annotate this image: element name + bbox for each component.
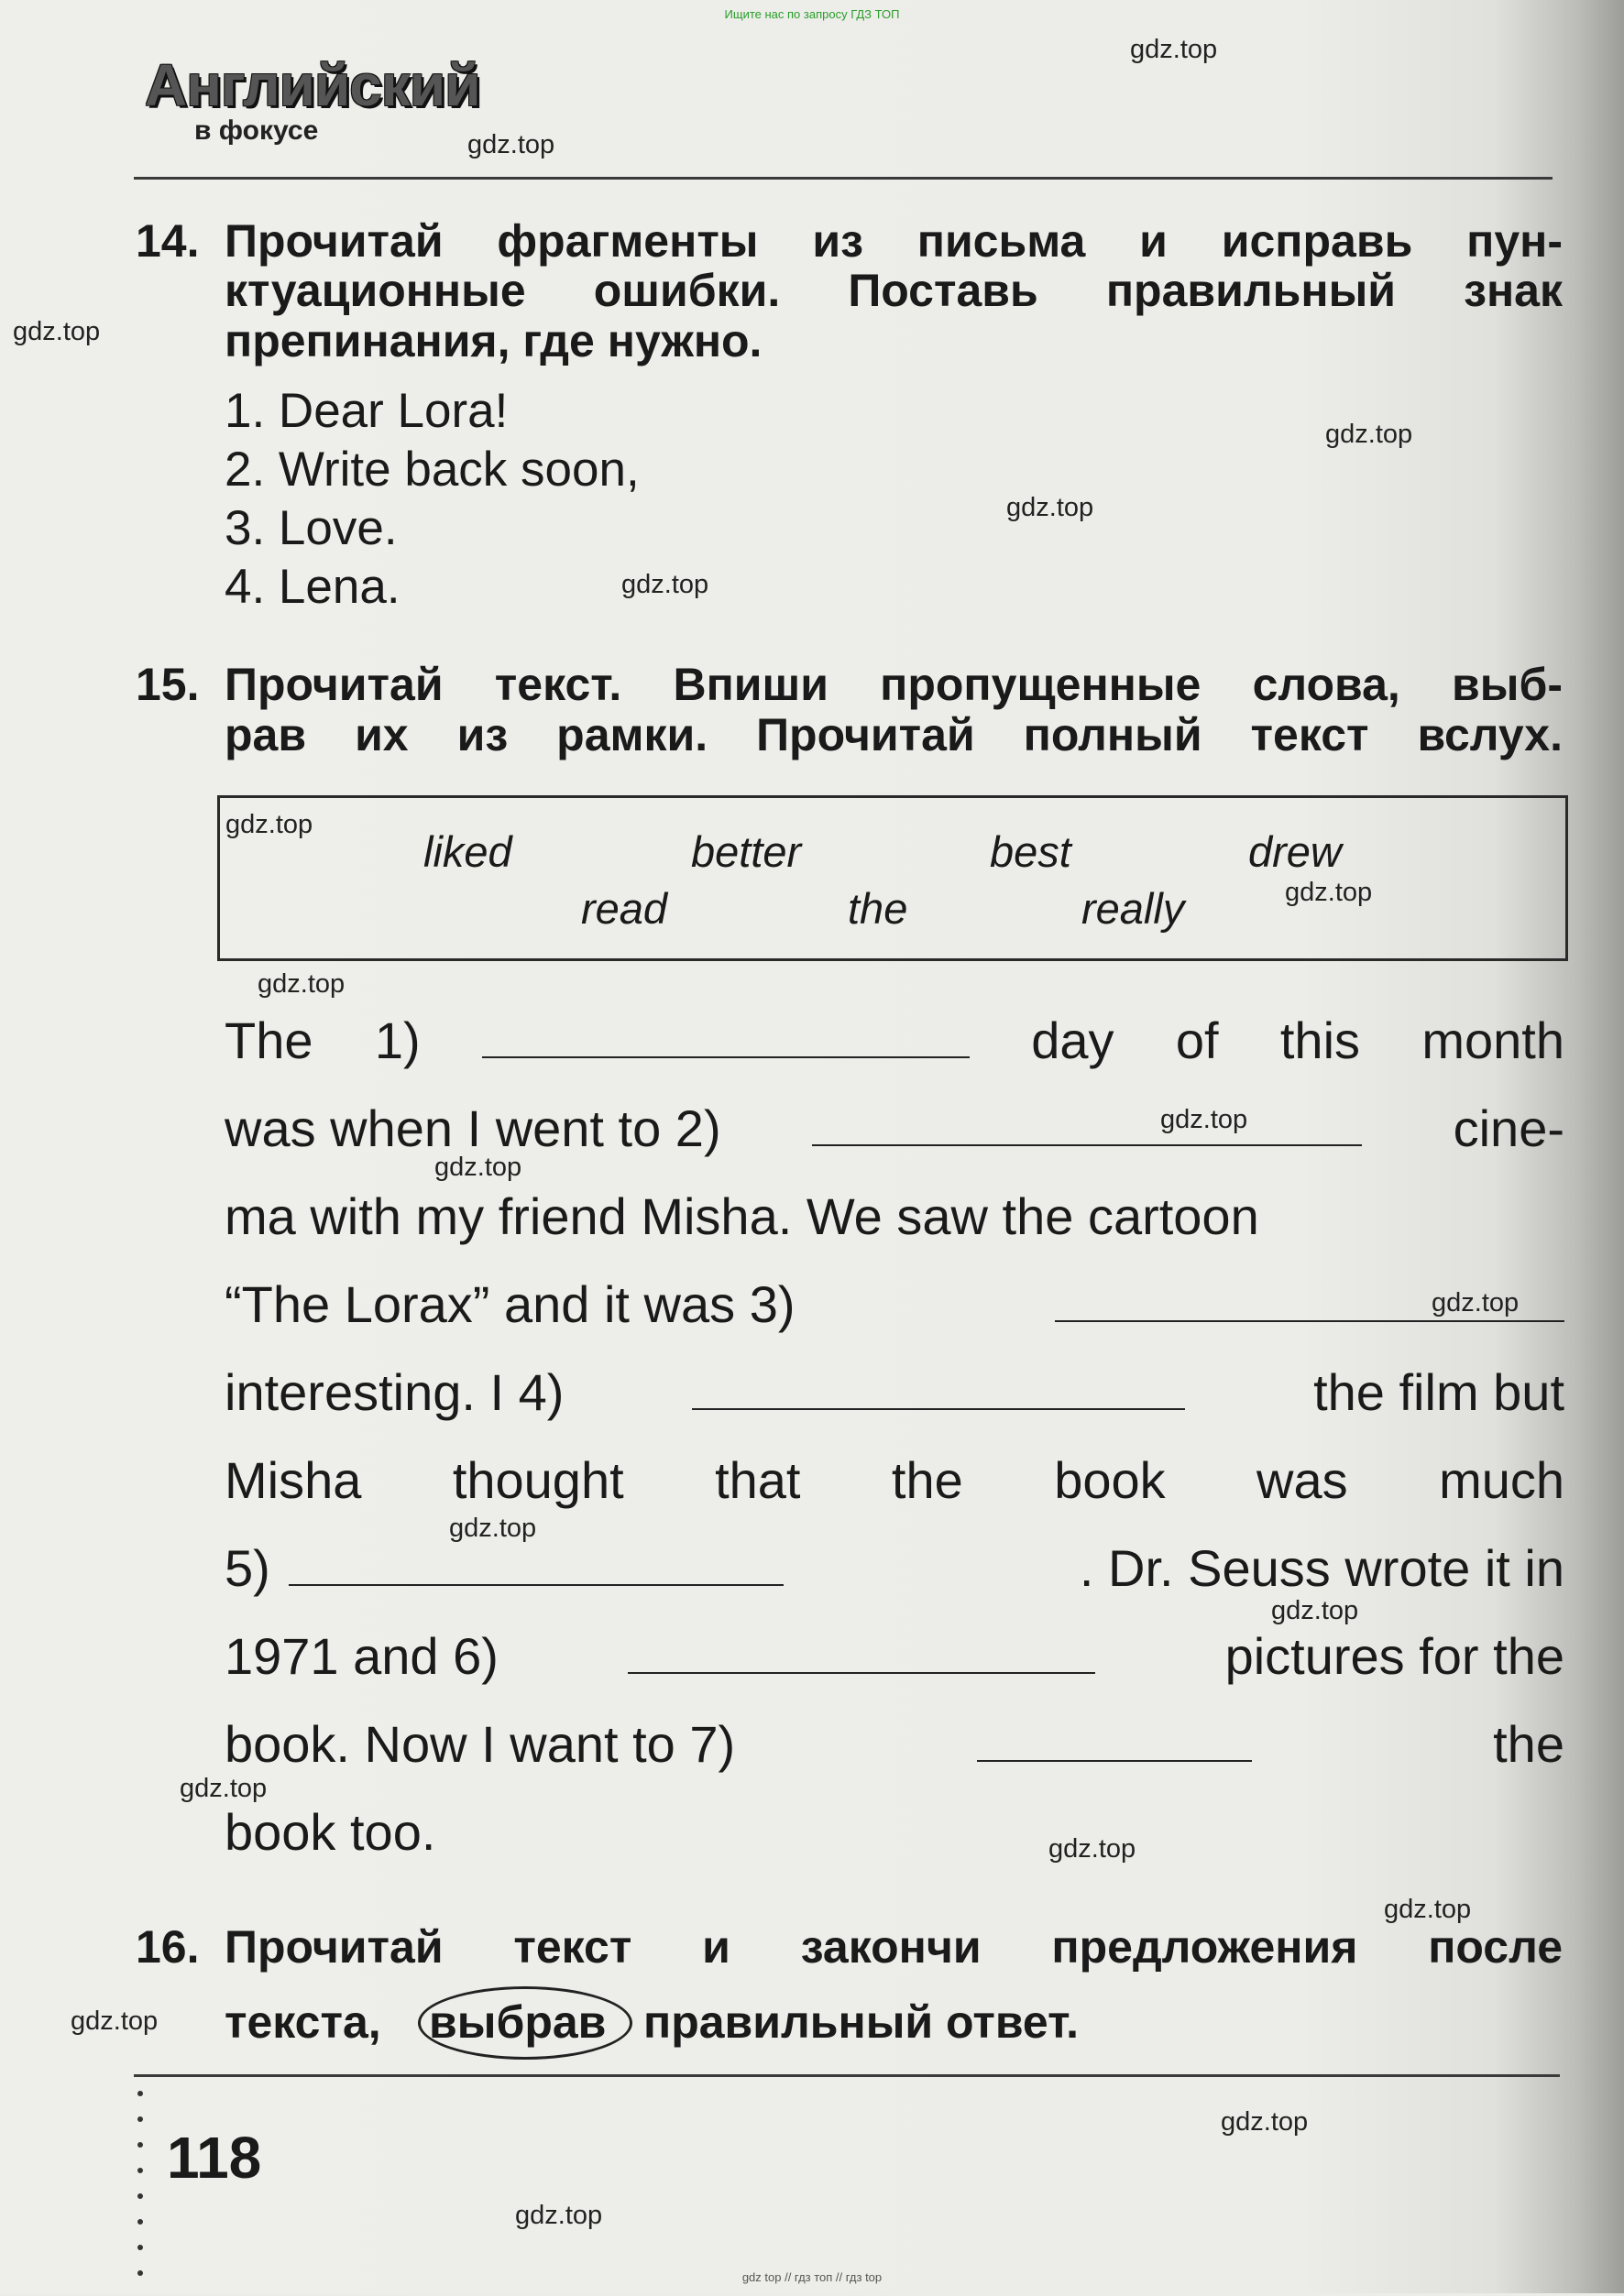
- watermark: gdz.top: [515, 2201, 603, 2230]
- word-box-word: best: [990, 827, 1071, 876]
- watermark: gdz.top: [1325, 420, 1413, 449]
- word: the: [891, 1451, 963, 1509]
- text-line-4: [225, 1274, 1564, 1339]
- watermark: gdz.top: [13, 317, 101, 346]
- phrase: pictures for the: [1224, 1627, 1564, 1685]
- phrase: interesting. I 4): [225, 1363, 565, 1421]
- word: cine-: [1453, 1099, 1564, 1157]
- margin-dots: [137, 2091, 143, 2296]
- task-16-instruction: [225, 1922, 1563, 1973]
- phrase: the film but: [1313, 1363, 1564, 1421]
- task-14-item: 4. Lena.: [225, 560, 401, 614]
- word: much: [1439, 1451, 1564, 1509]
- word-box: [217, 795, 1568, 961]
- word: that: [715, 1451, 801, 1509]
- word: month: [1421, 1011, 1564, 1069]
- word-box-word: drew: [1248, 827, 1342, 876]
- task-14-number: 14.: [136, 215, 200, 267]
- header-divider: [134, 177, 1553, 180]
- top-note: Ищите нас по запросу ГДЗ ТОП: [724, 7, 900, 21]
- phrase: was when I went to 2): [225, 1099, 721, 1157]
- dot: [137, 2091, 143, 2096]
- task-14-instruction: [225, 216, 1563, 267]
- word: The: [225, 1011, 313, 1069]
- phrase: . Dr. Seuss wrote it in: [1079, 1539, 1564, 1597]
- phrase: ma with my friend Misha. We saw the cartoon: [225, 1187, 1259, 1245]
- watermark: gdz.top: [1221, 2107, 1309, 2137]
- word: day: [1031, 1011, 1114, 1069]
- watermark: gdz.top: [1006, 493, 1094, 522]
- word-box-word: better: [691, 827, 802, 876]
- task-14-line2: ктуационные ошибки. Поставь правильный знак: [225, 265, 1563, 316]
- watermark: gdz.top: [621, 570, 709, 599]
- watermark: gdz.top: [225, 810, 313, 839]
- logo-title: Английский: [145, 52, 480, 118]
- blank-2[interactable]: [812, 1100, 1362, 1146]
- text-line-6: [225, 1450, 1564, 1514]
- word-box-word: read: [581, 884, 668, 933]
- dot: [137, 2219, 143, 2225]
- word: of: [1175, 1011, 1219, 1069]
- watermark: gdz.top: [71, 2006, 159, 2036]
- watermark: gdz.top: [258, 969, 346, 999]
- phrase: “The Lorax” and it was 3): [225, 1275, 796, 1333]
- word: book: [1054, 1451, 1166, 1509]
- task-14-item: 3. Love.: [225, 501, 398, 555]
- blank-1[interactable]: [482, 1012, 970, 1058]
- dot: [137, 2116, 143, 2122]
- text-line-9: [225, 1714, 1564, 1778]
- task-16-line2-after: правильный ответ.: [643, 1996, 1080, 2048]
- phrase: book. Now I want to 7): [225, 1715, 736, 1773]
- text-line-1: [225, 1011, 1564, 1075]
- word: was: [1256, 1451, 1348, 1509]
- task-15-line1: Прочитай текст. Впиши пропущенные слова, выб-: [225, 659, 1563, 710]
- blank-6[interactable]: [628, 1628, 1095, 1674]
- dot: [137, 2193, 143, 2199]
- watermark: gdz.top: [1130, 35, 1218, 64]
- word: the: [1493, 1715, 1564, 1773]
- task-14-item: 1. Dear Lora!: [225, 384, 509, 438]
- dot: [137, 2142, 143, 2148]
- watermark: gdz.top: [1432, 1288, 1520, 1317]
- watermark: gdz.top: [180, 1774, 268, 1803]
- page-number: 118: [167, 2125, 262, 2191]
- task-14-instruction-2: [225, 266, 1563, 316]
- blank-3[interactable]: [1055, 1276, 1564, 1322]
- task-16-number: 16.: [136, 1921, 200, 1973]
- logo-subtitle: в фокусе: [194, 115, 319, 146]
- task-14-line1: Прочитай фрагменты из письма и исправь пун-: [225, 215, 1563, 267]
- circled-word-outline: [418, 1986, 632, 2060]
- watermark: gdz.top: [1271, 1596, 1359, 1625]
- word: 5): [225, 1539, 270, 1597]
- task-16-line2-before: текста,: [225, 1996, 381, 2048]
- watermark: gdz.top: [1285, 878, 1373, 907]
- phrase: 1971 and 6): [225, 1627, 499, 1685]
- text-line-8: [225, 1626, 1564, 1690]
- watermark: gdz.top: [1048, 1834, 1136, 1864]
- text-line-10: [225, 1802, 1564, 1866]
- dot: [137, 2245, 143, 2250]
- task-15-instruction: [225, 660, 1563, 710]
- word-box-word: really: [1081, 884, 1185, 933]
- word: this: [1279, 1011, 1361, 1069]
- task-15-number: 15.: [136, 659, 200, 710]
- dot: [137, 2168, 143, 2173]
- word-box-word: liked: [423, 827, 512, 876]
- task-14-line3: препинания, где нужно.: [225, 315, 763, 366]
- task-14-item: 2. Write back soon,: [225, 443, 640, 497]
- word: Misha: [225, 1451, 362, 1509]
- footer-divider: [134, 2074, 1560, 2077]
- text-line-5: [225, 1362, 1564, 1427]
- word: thought: [452, 1451, 624, 1509]
- watermark: gdz.top: [434, 1153, 522, 1182]
- task-16-circled-word: выбрав: [429, 1996, 607, 2048]
- task-15-instruction-2: [225, 710, 1563, 760]
- word: 1): [374, 1011, 421, 1069]
- watermark: gdz.top: [467, 130, 555, 159]
- text-line-3: [225, 1186, 1564, 1251]
- blank-7[interactable]: [977, 1716, 1252, 1762]
- watermark: gdz.top: [449, 1514, 537, 1543]
- word-box-word: the: [848, 884, 908, 933]
- text-line-2: [225, 1099, 1564, 1163]
- watermark: gdz.top: [1384, 1895, 1472, 1924]
- task-15-line2: рав их из рамки. Прочитай полный текст вслух.: [225, 709, 1563, 760]
- phrase: book too.: [225, 1803, 436, 1861]
- bottom-note: gdz top // гдз топ // гдз top: [741, 2270, 883, 2284]
- text-line-7-tail: [784, 1538, 1564, 1598]
- text-line-7: [225, 1538, 1564, 1602]
- blank-4[interactable]: [692, 1364, 1185, 1410]
- task-16-line1: Прочитай текст и закончи предложения после: [225, 1921, 1563, 1973]
- watermark: gdz.top: [1160, 1105, 1248, 1134]
- blank-5[interactable]: [289, 1540, 784, 1586]
